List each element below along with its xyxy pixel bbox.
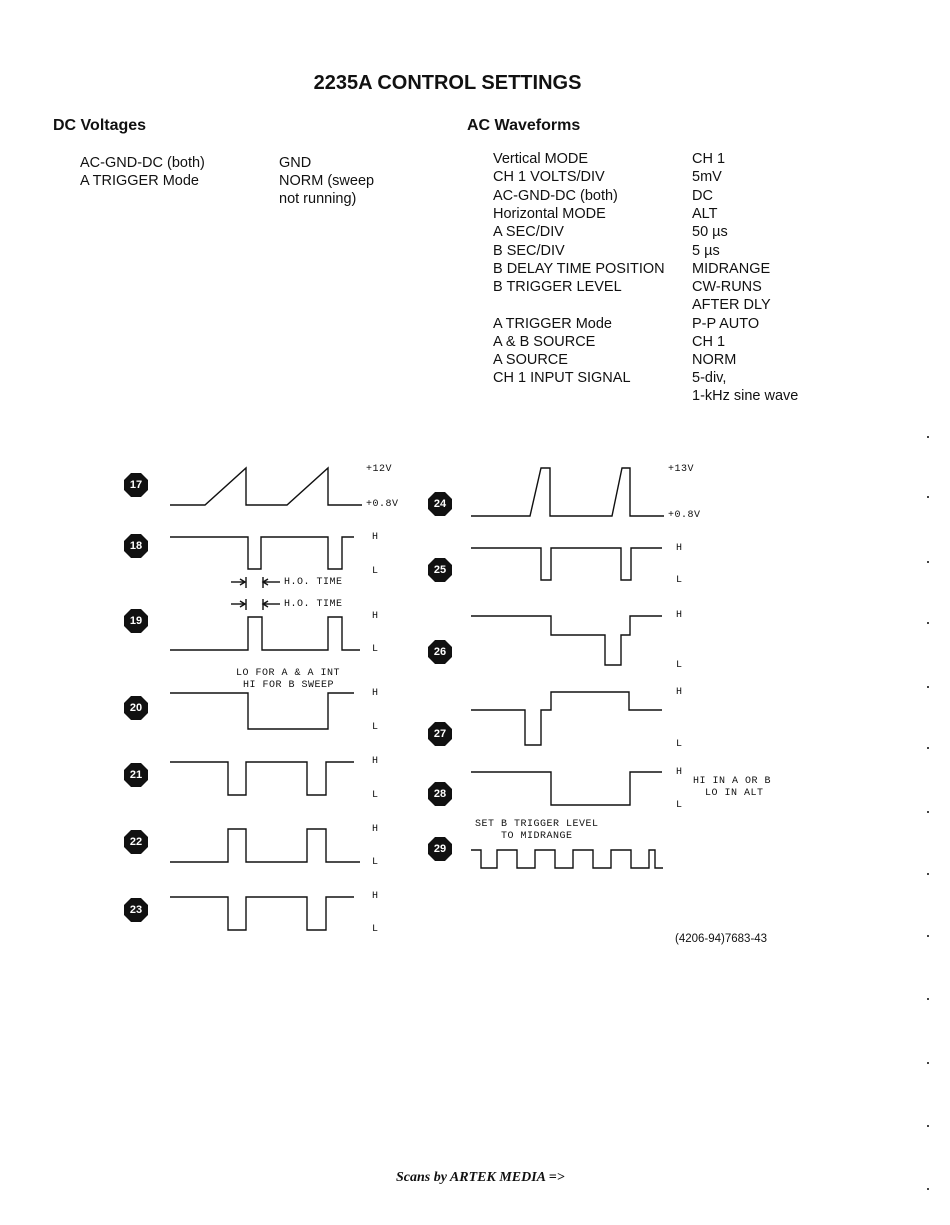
w24-top-label: +13V [668, 464, 695, 475]
ac-row-label: Vertical MODE [493, 151, 589, 167]
w17-top-label: +12V [366, 464, 393, 475]
w19-h-label: H [372, 611, 379, 622]
w27-l-label: L [676, 739, 683, 750]
ac-row-label: A & B SOURCE [493, 334, 596, 350]
ac-row-label: AC-GND-DC (both) [493, 188, 618, 204]
badge-19-icon: 19 [124, 609, 148, 633]
page-title: 2235A CONTROL SETTINGS [313, 72, 582, 94]
waveform-22 [170, 829, 360, 862]
waveform-28 [471, 772, 662, 805]
scan-speck [927, 436, 929, 438]
badge-21-icon: 21 [124, 763, 148, 787]
dc-row-value: NORM (sweep [279, 173, 375, 189]
ac-row-value: DC [692, 188, 713, 204]
w17-bottom-label: +0.8V [366, 499, 399, 510]
ac-row-label: B DELAY TIME POSITION [493, 261, 665, 277]
scan-speck [927, 1188, 929, 1190]
w25-h-label: H [676, 543, 683, 554]
w20-l-label: L [372, 722, 379, 733]
w28-note-1: HI IN A OR B [693, 776, 772, 787]
ac-row-value: ALT [692, 206, 718, 222]
badge-25-icon: 25 [428, 558, 452, 582]
w23-h-label: H [372, 891, 379, 902]
waveform-18 [170, 537, 354, 569]
waveform-24 [471, 468, 664, 516]
ac-row-label: B SEC/DIV [493, 243, 565, 259]
dc-voltages-heading: DC Voltages [53, 117, 147, 134]
ac-row-value: CH 1 [692, 151, 726, 167]
waveform-17 [170, 468, 362, 505]
w19-l-label: L [372, 644, 379, 655]
badge-18-icon: 18 [124, 534, 148, 558]
scan-speck [927, 496, 929, 498]
badge-28-icon: 28 [428, 782, 452, 806]
w24-bottom-label: +0.8V [668, 510, 701, 521]
w22-l-label: L [372, 857, 379, 868]
dc-row-label: AC-GND-DC (both) [80, 155, 205, 171]
waveform-23 [170, 897, 354, 930]
w20-h-label: H [372, 688, 379, 699]
ac-row-value-continued: 1-kHz sine wave [692, 388, 799, 404]
w29-caption-2: TO MIDRANGE [501, 831, 573, 842]
scan-speck [927, 561, 929, 563]
badge-27-icon: 27 [428, 722, 452, 746]
ac-row-label: A TRIGGER Mode [493, 316, 612, 332]
scan-speck [927, 1062, 929, 1064]
ac-row-label: Horizontal MODE [493, 206, 606, 222]
w21-l-label: L [372, 790, 379, 801]
w28-h-label: H [676, 767, 683, 778]
scan-speck [927, 811, 929, 813]
ac-row-value: NORM [692, 352, 737, 368]
scan-speck [927, 747, 929, 749]
ac-row-label: A SOURCE [493, 352, 568, 368]
dc-row-value-continued: not running) [279, 191, 357, 207]
w25-l-label: L [676, 575, 683, 586]
badge-24-icon: 24 [428, 492, 452, 516]
scan-speck [927, 622, 929, 624]
w18-ho-time-label: H.O. TIME [284, 577, 343, 588]
ac-row-label: CH 1 VOLTS/DIV [493, 169, 605, 185]
w29-caption-1: SET B TRIGGER LEVEL [475, 819, 599, 830]
ac-row-label: CH 1 INPUT SIGNAL [493, 370, 631, 386]
w18-l-label: L [372, 566, 379, 577]
scan-speck [927, 1125, 929, 1127]
w22-h-label: H [372, 824, 379, 835]
waveform-19 [170, 617, 360, 650]
waveform-21 [170, 762, 354, 795]
w26-l-label: L [676, 660, 683, 671]
waveform-26 [471, 616, 662, 665]
waveform-27 [471, 692, 662, 745]
w19-caption-2: HI FOR B SWEEP [243, 680, 335, 691]
scan-speck [927, 935, 929, 937]
badge-29-icon: 29 [428, 837, 452, 861]
badge-17-icon: 17 [124, 473, 148, 497]
ac-row-value-continued: AFTER DLY [692, 297, 771, 313]
badge-20-icon: 20 [124, 696, 148, 720]
w26-h-label: H [676, 610, 683, 621]
scan-speck [927, 686, 929, 688]
badge-26-icon: 26 [428, 640, 452, 664]
ac-row-value: P-P AUTO [692, 316, 760, 332]
w23-l-label: L [372, 924, 379, 935]
w27-h-label: H [676, 687, 683, 698]
w19-ho-time-label: H.O. TIME [284, 599, 343, 610]
w19-caption-1: LO FOR A & A INT [236, 668, 341, 679]
ac-row-value: CH 1 [692, 334, 726, 350]
w28-note-2: LO IN ALT [705, 788, 764, 799]
waveform-25 [471, 548, 662, 580]
ac-row-value: CW-RUNS [692, 279, 762, 295]
ac-row-value: MIDRANGE [692, 261, 771, 277]
waveform-29 [471, 850, 663, 868]
dc-row-value: GND [279, 155, 312, 171]
ac-row-value: 5mV [692, 169, 722, 185]
ac-row-label: B TRIGGER LEVEL [493, 279, 622, 295]
scan-credit-footer: Scans by ARTEK MEDIA => [396, 1170, 565, 1185]
w21-h-label: H [372, 756, 379, 767]
ac-row-value: 5 µs [692, 243, 720, 259]
badge-22-icon: 22 [124, 830, 148, 854]
waveform-20 [170, 693, 354, 729]
scan-speck [927, 873, 929, 875]
ac-row-label: A SEC/DIV [493, 224, 564, 240]
ac-row-value: 50 µs [692, 224, 728, 240]
ac-row-value: 5-div, [692, 370, 727, 386]
w18-h-label: H [372, 532, 379, 543]
ac-waveforms-heading: AC Waveforms [467, 117, 581, 134]
badge-23-icon: 23 [124, 898, 148, 922]
scan-speck [927, 998, 929, 1000]
dc-row-label: A TRIGGER Mode [80, 173, 199, 189]
w28-l-label: L [676, 800, 683, 811]
figure-id: (4206-94)7683-43 [675, 933, 768, 945]
